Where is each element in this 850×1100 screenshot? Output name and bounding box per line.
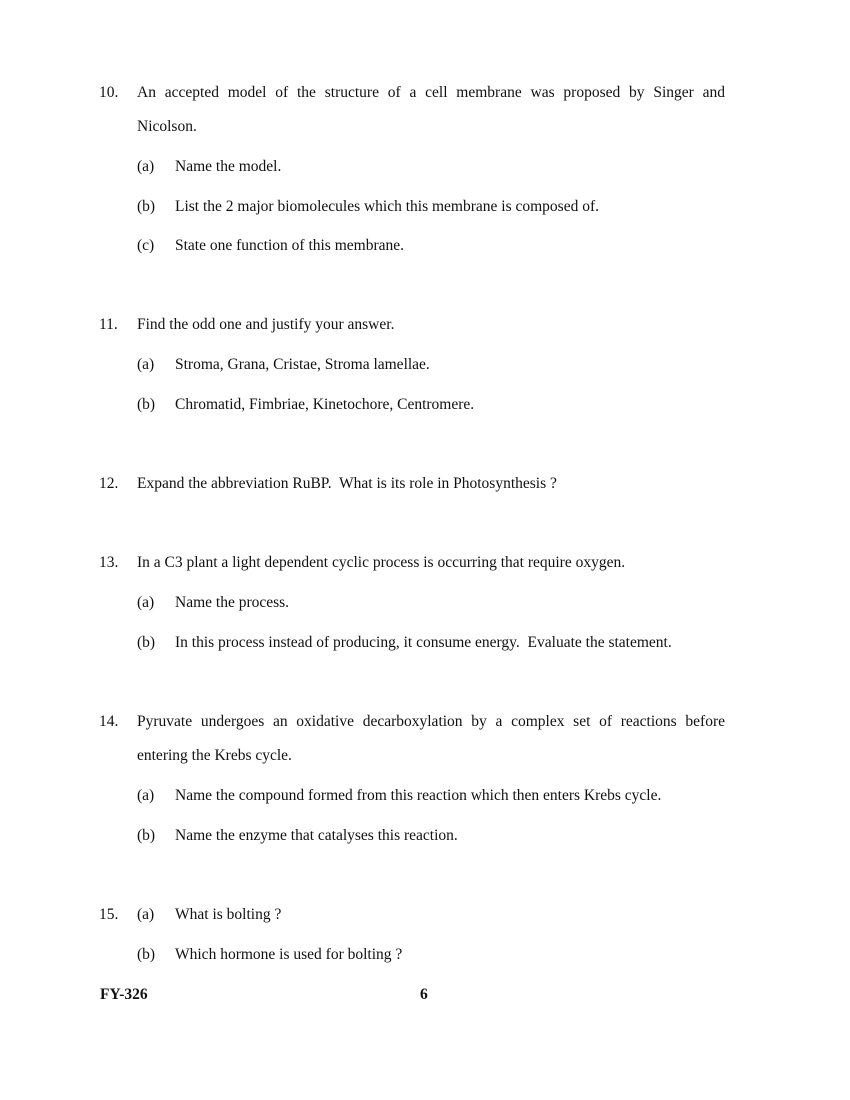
sub-question-label: (b) <box>137 827 156 844</box>
question-number: 10. <box>99 84 119 101</box>
question-text: Find the odd one and justify your answer. <box>137 316 395 333</box>
sub-question-label: (c) <box>137 237 155 254</box>
sub-question-text: State one function of this membrane. <box>175 237 404 254</box>
sub-question-text: Name the process. <box>175 594 290 611</box>
paper-code: FY-326 <box>100 986 148 1003</box>
sub-question-text: List the 2 major biomolecules which this membrane is composed of. <box>175 198 600 215</box>
sub-question-label: (a) <box>137 594 155 611</box>
sub-question-text: Which hormone is used for bolting ? <box>175 946 403 963</box>
sub-question-label: (a) <box>137 356 155 373</box>
question-text: An accepted model of the structure of a cell membrane was proposed by Singer and <box>137 84 725 101</box>
sub-question-text: Name the model. <box>175 158 282 175</box>
page-number: 6 <box>420 986 428 1003</box>
question-number: 14. <box>99 713 119 730</box>
sub-question-label: (b) <box>137 396 156 413</box>
sub-question-text: Stroma, Grana, Cristae, Stroma lamellae. <box>175 356 430 373</box>
question-text: Pyruvate undergoes an oxidative decarboxylation by a complex set of reactions before <box>137 713 725 730</box>
sub-question-label: (b) <box>137 634 156 651</box>
sub-question-label: (b) <box>137 198 156 215</box>
question-number: 13. <box>99 554 119 571</box>
sub-question-text: Name the enzyme that catalyses this reaction. <box>175 827 458 844</box>
sub-question-label: (a) <box>137 787 155 804</box>
question-text-continued: Nicolson. <box>137 118 197 135</box>
sub-question-text: Name the compound formed from this reaction which then enters Krebs cycle. <box>175 787 662 804</box>
sub-question-label: (a) <box>137 906 155 923</box>
question-text: Expand the abbreviation RuBP. What is its role in Photosynthesis ? <box>137 475 557 492</box>
question-number: 12. <box>99 475 119 492</box>
sub-question-text: Chromatid, Fimbriae, Kinetochore, Centromere. <box>175 396 475 413</box>
question-number: 11. <box>99 316 118 333</box>
question-number: 15. <box>99 906 119 923</box>
sub-question-text: What is bolting ? <box>175 906 282 923</box>
sub-question-label: (a) <box>137 158 155 175</box>
question-text-continued: entering the Krebs cycle. <box>137 747 292 764</box>
sub-question-label: (b) <box>137 946 156 963</box>
sub-question-text: In this process instead of producing, it consume energy. Evaluate the statement. <box>175 634 672 651</box>
question-text: In a C3 plant a light dependent cyclic process is occurring that require oxygen. <box>137 554 626 571</box>
